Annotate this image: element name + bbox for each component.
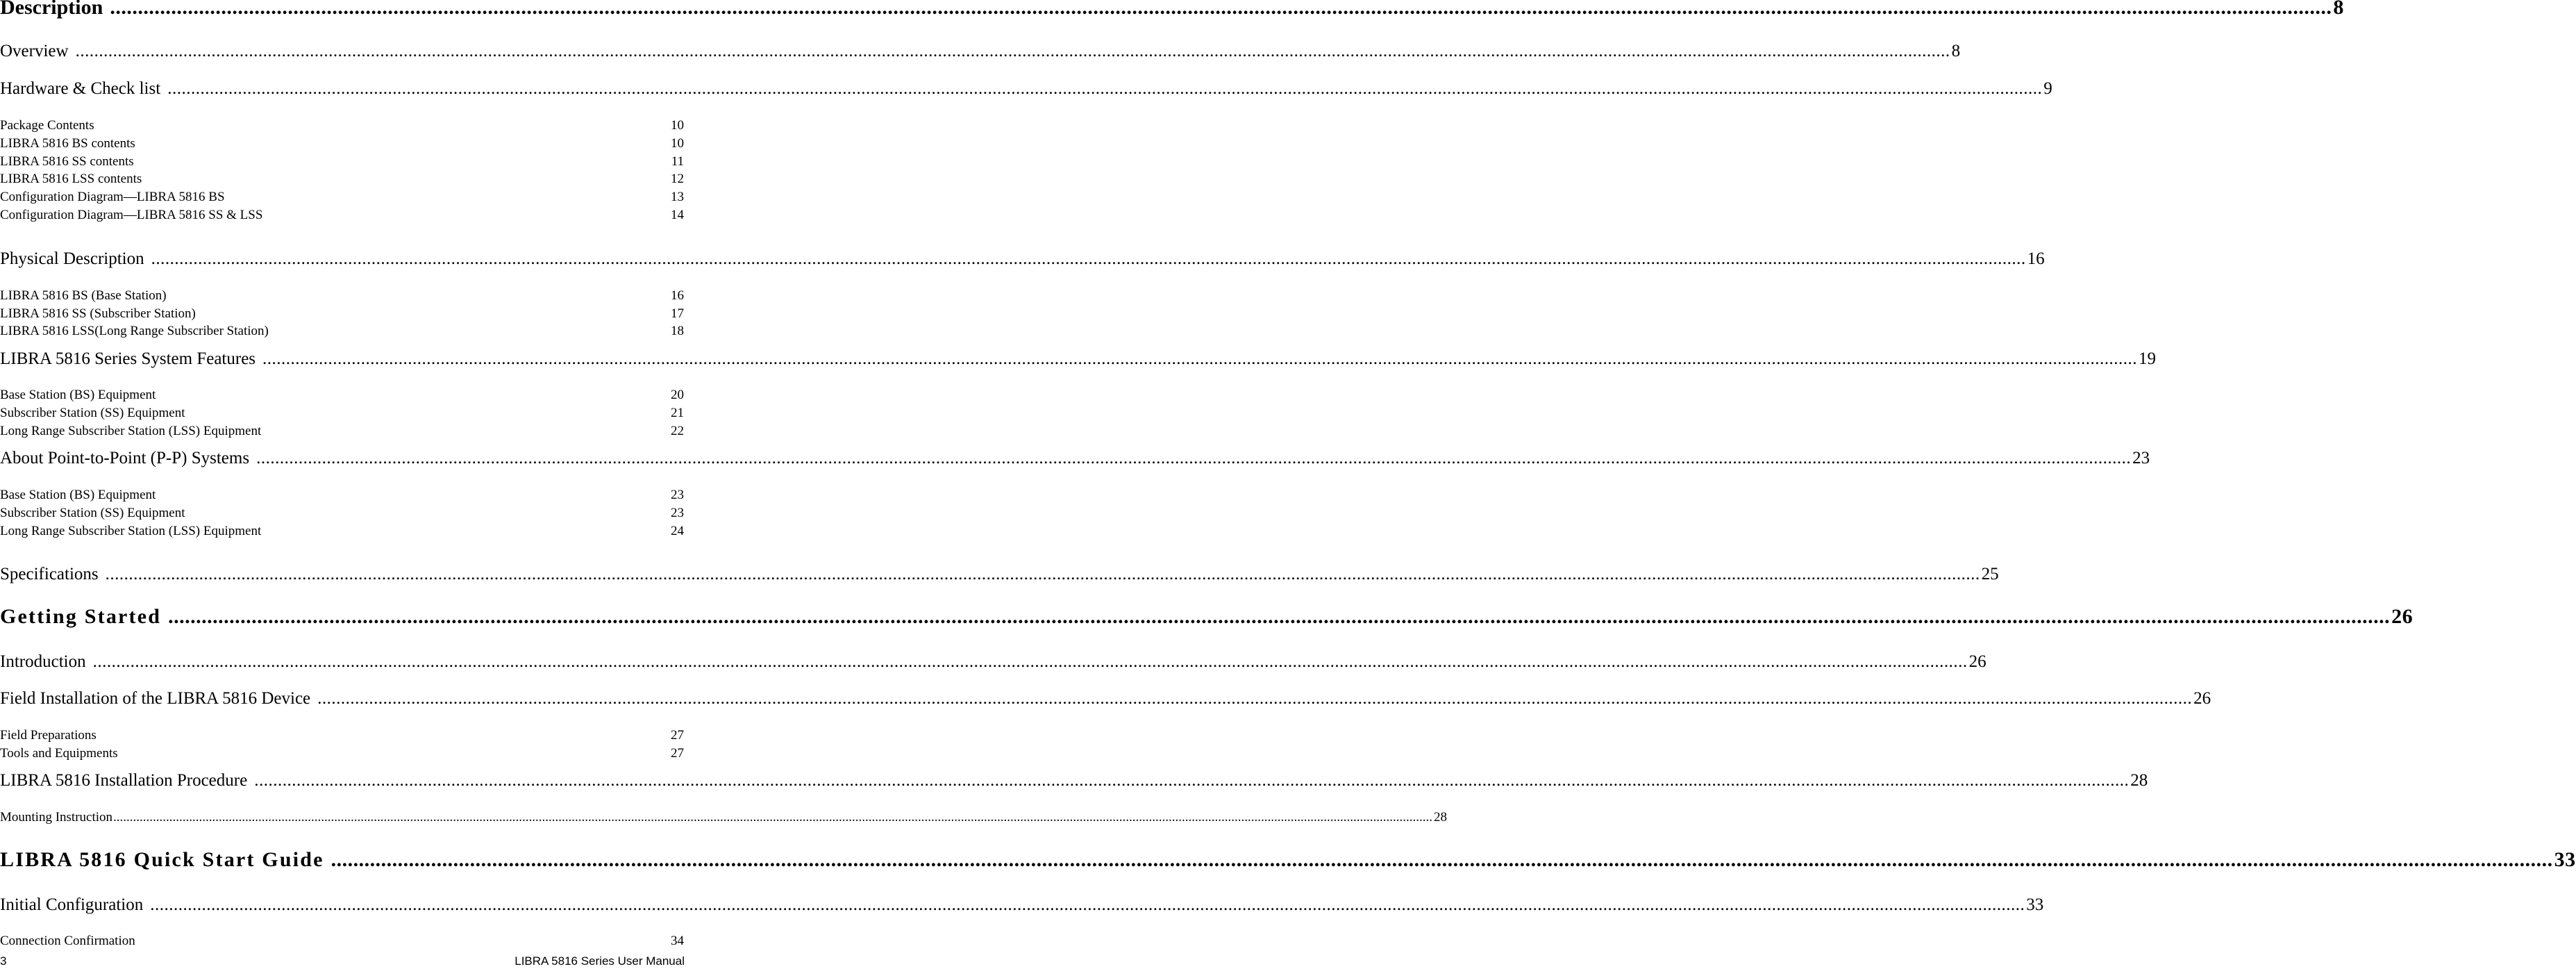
toc-entry[interactable] bbox=[0, 771, 2148, 790]
toc-entry-title: LIBRA 5816 BS (Base Station) bbox=[0, 288, 167, 303]
toc-entry[interactable] bbox=[0, 934, 686, 949]
toc-entry-title: About Point-to-Point (P-P) Systems bbox=[0, 449, 250, 467]
toc-entry-title: Physical Description bbox=[0, 249, 144, 268]
toc-entry[interactable] bbox=[0, 190, 686, 205]
toc-entry-title: Subscriber Station (SS) Equipment bbox=[0, 506, 185, 520]
toc-entry-title: Getting Started bbox=[0, 605, 162, 628]
toc-entry-title: Overview bbox=[0, 42, 69, 60]
toc-entry-page: 23 bbox=[671, 488, 684, 502]
dot-leader: ................................................................................................................................................................................................................................................................................................................................................................................................................ bbox=[168, 605, 2391, 628]
toc-entry[interactable] bbox=[0, 306, 686, 322]
toc-entry-title: Mounting Instruction bbox=[0, 810, 113, 825]
toc-entry-title: Specifications bbox=[0, 565, 99, 583]
toc-entry-page: 10 bbox=[671, 136, 684, 151]
toc-entry-page: 34 bbox=[671, 934, 684, 948]
toc-entry-page: 8 bbox=[1951, 42, 1961, 60]
toc-entry-page: 27 bbox=[671, 746, 684, 761]
dot-leader: ................................................................................................................................................................................................................................................................................................................................................................................................................ bbox=[151, 249, 2026, 268]
toc-entry-page: 10 bbox=[671, 118, 684, 133]
toc-entry[interactable] bbox=[0, 728, 686, 743]
toc-entry[interactable] bbox=[0, 506, 686, 521]
toc-entry[interactable] bbox=[0, 565, 1999, 584]
toc-entry-title: Package Contents bbox=[0, 118, 94, 133]
toc-entry[interactable] bbox=[0, 689, 2211, 709]
page-footer bbox=[0, 954, 685, 968]
toc-entry-title: Field Preparations bbox=[0, 728, 97, 743]
toc-entry-page: 16 bbox=[671, 288, 684, 303]
toc-entry[interactable] bbox=[0, 349, 2157, 369]
toc-entry[interactable] bbox=[0, 810, 1448, 825]
toc-entry-page: 27 bbox=[671, 728, 684, 743]
toc-entry-page: 33 bbox=[2554, 848, 2576, 871]
toc-entry-page: 21 bbox=[671, 406, 684, 420]
toc-entry[interactable] bbox=[0, 524, 686, 539]
toc-entry-title: Hardware & Check list bbox=[0, 79, 161, 98]
toc-entry-page: 22 bbox=[671, 424, 684, 438]
dot-leader: ................................................................................................................................................................................................................................................................................................................................................................................................................ bbox=[331, 848, 2553, 871]
toc-entry-page: 26 bbox=[2193, 689, 2211, 708]
toc-entry-title: Long Range Subscriber Station (LSS) Equipment bbox=[0, 524, 262, 538]
toc-entry-title: Base Station (BS) Equipment bbox=[0, 388, 156, 402]
toc-entry-page: 33 bbox=[2026, 895, 2044, 914]
toc-entry-title: Field Installation of the LIBRA 5816 Device bbox=[0, 689, 311, 708]
toc-entry-title: Connection Confirmation bbox=[0, 934, 135, 948]
toc-entry[interactable] bbox=[0, 488, 686, 503]
toc-entry-page: 28 bbox=[2130, 771, 2148, 790]
toc-entry-page: 23 bbox=[2132, 449, 2150, 467]
toc-entry[interactable] bbox=[0, 848, 2576, 872]
toc-entry[interactable] bbox=[0, 746, 686, 761]
toc-entry-title: Subscriber Station (SS) Equipment bbox=[0, 406, 185, 420]
toc-entry-page: 17 bbox=[671, 306, 684, 321]
toc-entry[interactable] bbox=[0, 324, 686, 339]
dot-leader: ................................................................................................................................................................................................................................................................................................................................................................................................................ bbox=[92, 652, 1968, 671]
toc-entry[interactable] bbox=[0, 895, 2044, 915]
page-number: 3 bbox=[0, 954, 7, 968]
toc-entry[interactable] bbox=[0, 249, 2045, 269]
dot-leader: ................................................................................................................................................................................................................................................................................................................................................................................................................ bbox=[254, 771, 2130, 790]
dot-leader: ................................................................................................................................................................................................................................................................................................................................................................................................................ bbox=[113, 810, 1433, 825]
toc-entry-page: 12 bbox=[671, 172, 684, 186]
toc-entry[interactable] bbox=[0, 388, 686, 403]
toc-entry[interactable] bbox=[0, 652, 1987, 672]
toc-entry[interactable] bbox=[0, 79, 2052, 99]
toc-entry[interactable] bbox=[0, 0, 2344, 19]
toc-entry[interactable] bbox=[0, 288, 686, 304]
toc-entry-title: Introduction bbox=[0, 652, 86, 671]
toc-entry-page: 26 bbox=[1968, 652, 1987, 671]
dot-leader: ................................................................................................................................................................................................................................................................................................................................................................................................................ bbox=[150, 895, 2025, 914]
toc-entry-page: 9 bbox=[2043, 79, 2052, 98]
toc-entry-title: LIBRA 5816 LSS contents bbox=[0, 172, 142, 186]
toc-entry-title: LIBRA 5816 SS (Subscriber Station) bbox=[0, 306, 196, 321]
toc-entry-page: 16 bbox=[2027, 249, 2045, 268]
toc-entry[interactable] bbox=[0, 449, 2150, 468]
dot-leader: ................................................................................................................................................................................................................................................................................................................................................................................................................ bbox=[256, 449, 2132, 467]
toc-entry-title: Tools and Equipments bbox=[0, 746, 118, 761]
toc-entry[interactable] bbox=[0, 118, 686, 133]
toc-entry-page: 8 bbox=[2333, 0, 2344, 19]
toc-entry-title: Base Station (BS) Equipment bbox=[0, 488, 156, 502]
toc-entry-page: 13 bbox=[671, 190, 684, 204]
toc-entry[interactable] bbox=[0, 154, 686, 169]
toc-entry-page: 23 bbox=[671, 506, 684, 520]
toc-entry-title: Configuration Diagram—LIBRA 5816 SS & LSS bbox=[0, 208, 263, 222]
toc-entry-title: LIBRA 5816 Series System Features bbox=[0, 349, 256, 368]
toc-entry[interactable] bbox=[0, 605, 2414, 629]
dot-leader: ................................................................................................................................................................................................................................................................................................................................................................................................................ bbox=[317, 689, 2193, 708]
toc-entry-title: LIBRA 5816 LSS(Long Range Subscriber Station) bbox=[0, 324, 269, 338]
dot-leader: ................................................................................................................................................................................................................................................................................................................................................................................................................ bbox=[262, 349, 2138, 368]
toc-entry-title: Description bbox=[0, 0, 103, 19]
toc-entry-page: 24 bbox=[671, 524, 684, 538]
toc-entry[interactable] bbox=[0, 406, 686, 421]
toc-entry-page: 28 bbox=[1434, 810, 1448, 825]
toc-entry-title: Configuration Diagram—LIBRA 5816 BS bbox=[0, 190, 225, 204]
toc-entry[interactable] bbox=[0, 208, 686, 223]
toc-entry-page: 19 bbox=[2139, 349, 2157, 368]
dot-leader: ................................................................................................................................................................................................................................................................................................................................................................................................................ bbox=[75, 42, 1950, 60]
toc-entry-title: Long Range Subscriber Station (LSS) Equipment bbox=[0, 424, 262, 438]
toc-entry-title: LIBRA 5816 BS contents bbox=[0, 136, 135, 151]
manual-title: LIBRA 5816 Series User Manual bbox=[515, 954, 685, 968]
dot-leader: ................................................................................................................................................................................................................................................................................................................................................................................................................ bbox=[105, 565, 1980, 583]
toc-entry-page: 26 bbox=[2391, 605, 2414, 628]
toc-entry-page: 20 bbox=[671, 388, 684, 402]
toc-entry-page: 25 bbox=[1981, 565, 1999, 583]
toc-entry-page: 14 bbox=[671, 208, 684, 222]
toc-entry-title: LIBRA 5816 Installation Procedure bbox=[0, 771, 248, 790]
toc-entry-title: LIBRA 5816 Quick Start Guide bbox=[0, 848, 324, 871]
toc-entry-title: Initial Configuration bbox=[0, 895, 144, 914]
toc-entry[interactable] bbox=[0, 42, 1961, 61]
toc-entry-page: 11 bbox=[671, 154, 684, 169]
toc-entry[interactable] bbox=[0, 424, 686, 439]
dot-leader: ................................................................................................................................................................................................................................................................................................................................................................................................................ bbox=[167, 79, 2043, 98]
dot-leader: ................................................................................................................................................................................................................................................................................................................................................................................................................ bbox=[110, 0, 2332, 19]
toc-entry[interactable] bbox=[0, 136, 686, 151]
toc-entry[interactable] bbox=[0, 172, 686, 187]
toc-entry-title: LIBRA 5816 SS contents bbox=[0, 154, 134, 169]
toc-entry-page: 18 bbox=[671, 324, 684, 338]
